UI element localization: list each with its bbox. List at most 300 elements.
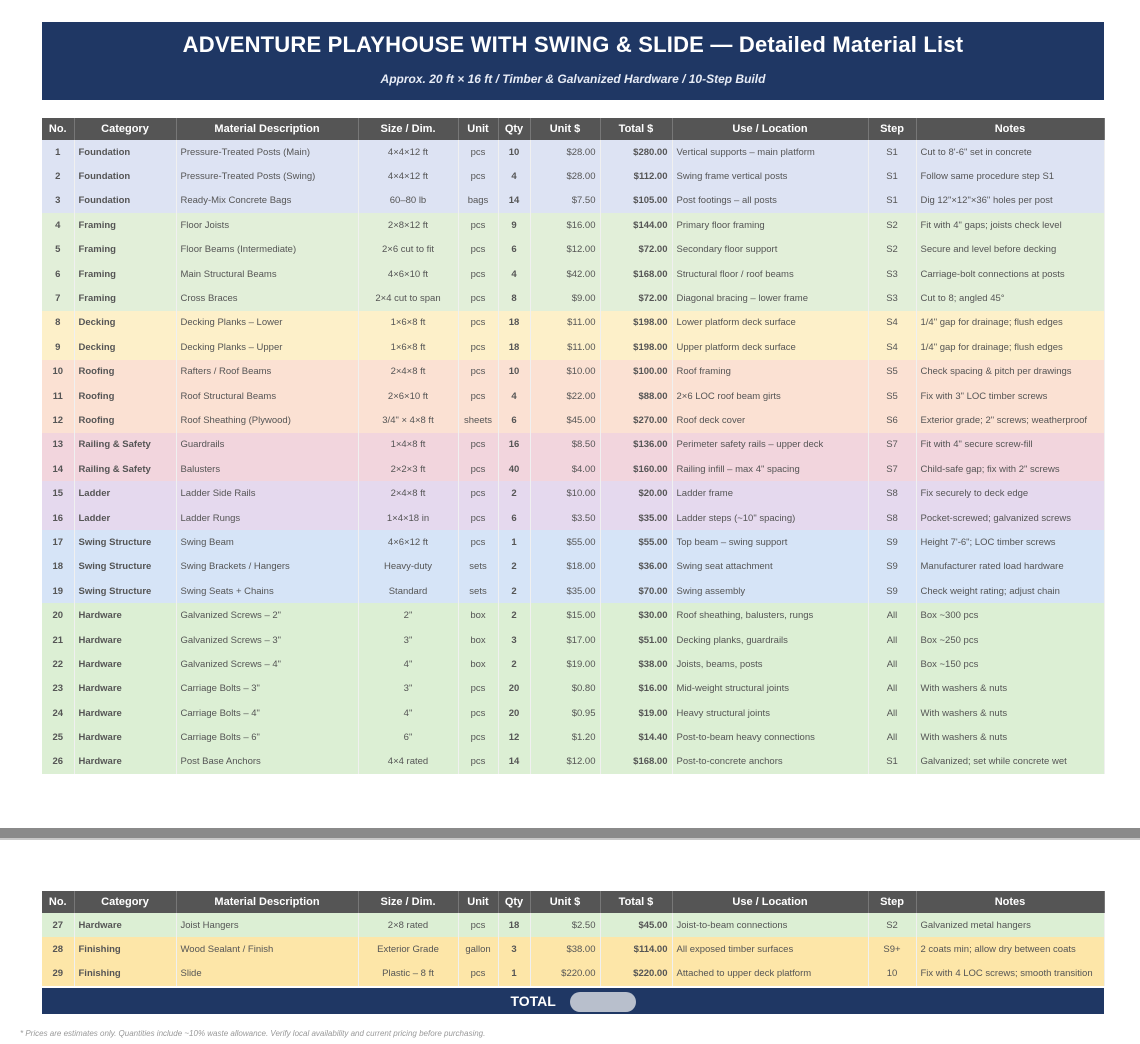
- row-description: Balusters: [176, 457, 358, 481]
- row-use: Decking planks, guardrails: [672, 628, 868, 652]
- row-use: Vertical supports – main platform: [672, 140, 868, 164]
- row-qty: 4: [498, 262, 530, 286]
- row-use: All exposed timber surfaces: [672, 937, 868, 961]
- row-size: 1×4×18 in: [358, 506, 458, 530]
- row-notes: Galvanized metal hangers: [916, 913, 1104, 937]
- row-unit-price: $42.00: [530, 262, 600, 286]
- table-row[interactable]: [42, 189, 1104, 213]
- row-total: $35.00: [600, 506, 672, 530]
- row-step: All: [868, 652, 916, 676]
- row-description: Swing Brackets / Hangers: [176, 555, 358, 579]
- row-use: Attached to upper deck platform: [672, 962, 868, 986]
- row-notes: 2 coats min; allow dry between coats: [916, 937, 1104, 961]
- row-qty: 9: [498, 213, 530, 237]
- row-notes: Check spacing & pitch per drawings: [916, 360, 1104, 384]
- row-unit: pcs: [458, 238, 498, 262]
- col-header-no[interactable]: No.: [42, 891, 74, 913]
- row-category: Foundation: [74, 189, 176, 213]
- row-step: S1: [868, 750, 916, 774]
- row-unit-price: $28.00: [530, 140, 600, 164]
- col-header-size[interactable]: Size / Dim.: [358, 891, 458, 913]
- row-number: 19: [42, 579, 74, 603]
- row-qty: 6: [498, 408, 530, 432]
- table-row[interactable]: [42, 481, 1104, 505]
- col-header-notes[interactable]: Notes: [916, 118, 1104, 140]
- row-description: Pressure-Treated Posts (Main): [176, 140, 358, 164]
- row-category: Ladder: [74, 506, 176, 530]
- row-description: Joist Hangers: [176, 913, 358, 937]
- col-header-unit-price[interactable]: Unit $: [530, 891, 600, 913]
- row-total: $198.00: [600, 311, 672, 335]
- row-category: Hardware: [74, 603, 176, 627]
- row-unit-price: $3.50: [530, 506, 600, 530]
- row-step: S9: [868, 530, 916, 554]
- row-notes: Child-safe gap; fix with 2" screws: [916, 457, 1104, 481]
- row-qty: 3: [498, 937, 530, 961]
- row-description: Wood Sealant / Finish: [176, 937, 358, 961]
- table-row[interactable]: [42, 457, 1104, 481]
- table-row[interactable]: [42, 238, 1104, 262]
- row-step: All: [868, 725, 916, 749]
- row-notes: Box ~150 pcs: [916, 652, 1104, 676]
- row-unit-price: $2.50: [530, 913, 600, 937]
- row-use: Top beam – swing support: [672, 530, 868, 554]
- row-qty: 20: [498, 677, 530, 701]
- row-total: $160.00: [600, 457, 672, 481]
- row-unit-price: $10.00: [530, 360, 600, 384]
- row-number: 29: [42, 962, 74, 986]
- table-row[interactable]: [42, 408, 1104, 432]
- row-unit-price: $45.00: [530, 408, 600, 432]
- row-use: Upper platform deck surface: [672, 335, 868, 359]
- row-qty: 18: [498, 335, 530, 359]
- row-use: Joist-to-beam connections: [672, 913, 868, 937]
- row-number: 2: [42, 164, 74, 188]
- row-step: S9: [868, 555, 916, 579]
- col-header-qty[interactable]: Qty: [498, 891, 530, 913]
- row-qty: 18: [498, 311, 530, 335]
- row-notes: Galvanized; set while concrete wet: [916, 750, 1104, 774]
- col-header-unit[interactable]: Unit: [458, 118, 498, 140]
- row-use: Railing infill – max 4" spacing: [672, 457, 868, 481]
- table-row[interactable]: [42, 262, 1104, 286]
- row-unit: gallon: [458, 937, 498, 961]
- row-description: Pressure-Treated Posts (Swing): [176, 164, 358, 188]
- row-unit: pcs: [458, 311, 498, 335]
- col-header-total[interactable]: Total $: [600, 891, 672, 913]
- row-size: 4×4 rated: [358, 750, 458, 774]
- row-category: Hardware: [74, 725, 176, 749]
- table-row[interactable]: [42, 506, 1104, 530]
- table-row[interactable]: [42, 962, 1104, 986]
- table-row[interactable]: [42, 677, 1104, 701]
- row-number: 21: [42, 628, 74, 652]
- row-qty: 20: [498, 701, 530, 725]
- row-description: Galvanized Screws – 2": [176, 603, 358, 627]
- col-header-category[interactable]: Category: [74, 118, 176, 140]
- row-notes: Manufacturer rated load hardware: [916, 555, 1104, 579]
- row-step: S3: [868, 262, 916, 286]
- table-row[interactable]: [42, 213, 1104, 237]
- row-number: 22: [42, 652, 74, 676]
- row-size: 60–80 lb: [358, 189, 458, 213]
- row-category: Hardware: [74, 652, 176, 676]
- row-description: Decking Planks – Lower: [176, 311, 358, 335]
- col-header-step[interactable]: Step: [868, 118, 916, 140]
- page-break-divider: [0, 828, 1140, 838]
- row-notes: 1/4" gap for drainage; flush edges: [916, 335, 1104, 359]
- table-row[interactable]: [42, 384, 1104, 408]
- col-header-description[interactable]: Material Description: [176, 891, 358, 913]
- row-category: Hardware: [74, 701, 176, 725]
- row-use: Ladder steps (~10" spacing): [672, 506, 868, 530]
- row-qty: 6: [498, 238, 530, 262]
- row-unit: pcs: [458, 286, 498, 310]
- row-notes: Carriage-bolt connections at posts: [916, 262, 1104, 286]
- row-size: 1×4×8 ft: [358, 433, 458, 457]
- row-unit: pcs: [458, 750, 498, 774]
- row-number: 12: [42, 408, 74, 432]
- col-header-description[interactable]: Material Description: [176, 118, 358, 140]
- row-number: 8: [42, 311, 74, 335]
- row-qty: 1: [498, 962, 530, 986]
- row-total: $19.00: [600, 701, 672, 725]
- row-total: $36.00: [600, 555, 672, 579]
- row-qty: 14: [498, 750, 530, 774]
- row-qty: 3: [498, 628, 530, 652]
- row-unit-price: $220.00: [530, 962, 600, 986]
- row-notes: Box ~250 pcs: [916, 628, 1104, 652]
- row-unit: pcs: [458, 962, 498, 986]
- row-category: Framing: [74, 286, 176, 310]
- row-number: 5: [42, 238, 74, 262]
- row-unit: pcs: [458, 913, 498, 937]
- row-description: Galvanized Screws – 4": [176, 652, 358, 676]
- row-unit: sets: [458, 579, 498, 603]
- table-row[interactable]: [42, 530, 1104, 554]
- table-row[interactable]: [42, 913, 1104, 937]
- row-description: Main Structural Beams: [176, 262, 358, 286]
- row-use: Post-to-beam heavy connections: [672, 725, 868, 749]
- row-qty: 4: [498, 164, 530, 188]
- row-step: S2: [868, 913, 916, 937]
- row-size: 2×6 cut to fit: [358, 238, 458, 262]
- row-size: 3": [358, 628, 458, 652]
- row-number: 23: [42, 677, 74, 701]
- row-category: Framing: [74, 213, 176, 237]
- row-description: Floor Beams (Intermediate): [176, 238, 358, 262]
- row-size: 3/4" × 4×8 ft: [358, 408, 458, 432]
- row-number: 14: [42, 457, 74, 481]
- row-total: $45.00: [600, 913, 672, 937]
- row-number: 9: [42, 335, 74, 359]
- row-step: All: [868, 677, 916, 701]
- table-row[interactable]: [42, 579, 1104, 603]
- row-size: 2×8×12 ft: [358, 213, 458, 237]
- row-qty: 14: [498, 189, 530, 213]
- row-unit: pcs: [458, 213, 498, 237]
- row-category: Railing & Safety: [74, 433, 176, 457]
- table-row[interactable]: [42, 701, 1104, 725]
- row-size: Heavy-duty: [358, 555, 458, 579]
- row-notes: Dig 12"×12"×36" holes per post: [916, 189, 1104, 213]
- row-use: Mid-weight structural joints: [672, 677, 868, 701]
- row-use: Lower platform deck surface: [672, 311, 868, 335]
- row-category: Finishing: [74, 937, 176, 961]
- row-step: S7: [868, 457, 916, 481]
- row-description: Guardrails: [176, 433, 358, 457]
- row-qty: 2: [498, 555, 530, 579]
- row-use: Roof framing: [672, 360, 868, 384]
- row-unit-price: $4.00: [530, 457, 600, 481]
- row-notes: Fix securely to deck edge: [916, 481, 1104, 505]
- row-qty: 40: [498, 457, 530, 481]
- row-category: Roofing: [74, 384, 176, 408]
- row-step: All: [868, 603, 916, 627]
- row-step: S3: [868, 286, 916, 310]
- col-header-step[interactable]: Step: [868, 891, 916, 913]
- row-total: $72.00: [600, 238, 672, 262]
- table-row[interactable]: [42, 652, 1104, 676]
- col-header-notes[interactable]: Notes: [916, 891, 1104, 913]
- table-row[interactable]: [42, 286, 1104, 310]
- row-notes: Secure and level before decking: [916, 238, 1104, 262]
- row-unit-price: $12.00: [530, 750, 600, 774]
- row-notes: Box ~300 pcs: [916, 603, 1104, 627]
- row-use: 2×6 LOC roof beam girts: [672, 384, 868, 408]
- table-row[interactable]: [42, 603, 1104, 627]
- row-step: 10: [868, 962, 916, 986]
- row-total: $72.00: [600, 286, 672, 310]
- row-notes: Exterior grade; 2" screws; weatherproof: [916, 408, 1104, 432]
- row-total: $51.00: [600, 628, 672, 652]
- material-table-1: [42, 118, 1104, 774]
- row-notes: With washers & nuts: [916, 677, 1104, 701]
- row-notes: With washers & nuts: [916, 701, 1104, 725]
- row-size: 1×6×8 ft: [358, 335, 458, 359]
- table-row[interactable]: [42, 311, 1104, 335]
- row-category: Decking: [74, 311, 176, 335]
- row-step: S1: [868, 140, 916, 164]
- row-total: $38.00: [600, 652, 672, 676]
- row-size: 3": [358, 677, 458, 701]
- row-notes: Pocket-screwed; galvanized screws: [916, 506, 1104, 530]
- row-use: Joists, beams, posts: [672, 652, 868, 676]
- col-header-unit[interactable]: Unit: [458, 891, 498, 913]
- row-use: Structural floor / roof beams: [672, 262, 868, 286]
- page-title: ADVENTURE PLAYHOUSE WITH SWING & SLIDE — Detailed Material List: [182, 32, 964, 57]
- table-row[interactable]: [42, 140, 1104, 164]
- row-total: $105.00: [600, 189, 672, 213]
- row-category: Swing Structure: [74, 530, 176, 554]
- row-unit: pcs: [458, 725, 498, 749]
- grand-total-bar: [42, 988, 1104, 1014]
- row-step: S8: [868, 506, 916, 530]
- row-notes: Height 7'-6"; LOC timber screws: [916, 530, 1104, 554]
- col-header-no[interactable]: No.: [42, 118, 74, 140]
- row-unit: box: [458, 628, 498, 652]
- row-notes: 1/4" gap for drainage; flush edges: [916, 311, 1104, 335]
- row-size: 2×4×8 ft: [358, 360, 458, 384]
- row-description: Rafters / Roof Beams: [176, 360, 358, 384]
- table-row[interactable]: [42, 164, 1104, 188]
- row-unit-price: $12.00: [530, 238, 600, 262]
- row-qty: 8: [498, 286, 530, 310]
- row-unit-price: $22.00: [530, 384, 600, 408]
- row-unit-price: $55.00: [530, 530, 600, 554]
- row-unit-price: $18.00: [530, 555, 600, 579]
- row-notes: Cut to 8'-6" set in concrete: [916, 140, 1104, 164]
- row-step: S9+: [868, 937, 916, 961]
- row-size: 2": [358, 603, 458, 627]
- table-row[interactable]: [42, 433, 1104, 457]
- row-unit-price: $15.00: [530, 603, 600, 627]
- row-unit-price: $1.20: [530, 725, 600, 749]
- row-description: Swing Seats + Chains: [176, 579, 358, 603]
- row-size: 4": [358, 652, 458, 676]
- table-row[interactable]: [42, 725, 1104, 749]
- row-use: Swing assembly: [672, 579, 868, 603]
- row-description: Cross Braces: [176, 286, 358, 310]
- row-category: Hardware: [74, 750, 176, 774]
- table-row[interactable]: [42, 360, 1104, 384]
- row-use: Secondary floor support: [672, 238, 868, 262]
- row-unit: pcs: [458, 360, 498, 384]
- row-step: S5: [868, 360, 916, 384]
- row-category: Swing Structure: [74, 555, 176, 579]
- row-size: 2×4 cut to span: [358, 286, 458, 310]
- row-step: All: [868, 701, 916, 725]
- row-total: $270.00: [600, 408, 672, 432]
- row-qty: 10: [498, 360, 530, 384]
- row-unit: pcs: [458, 433, 498, 457]
- row-description: Post Base Anchors: [176, 750, 358, 774]
- row-number: 4: [42, 213, 74, 237]
- col-header-qty[interactable]: Qty: [498, 118, 530, 140]
- row-unit: pcs: [458, 701, 498, 725]
- row-description: Decking Planks – Upper: [176, 335, 358, 359]
- row-category: Decking: [74, 335, 176, 359]
- row-category: Hardware: [74, 628, 176, 652]
- row-use: Swing seat attachment: [672, 555, 868, 579]
- row-description: Swing Beam: [176, 530, 358, 554]
- row-category: Roofing: [74, 360, 176, 384]
- col-header-size[interactable]: Size / Dim.: [358, 118, 458, 140]
- row-unit-price: $38.00: [530, 937, 600, 961]
- row-notes: Fix with 4 LOC screws; smooth transition: [916, 962, 1104, 986]
- row-notes: Cut to 8; angled 45°: [916, 286, 1104, 310]
- row-category: Framing: [74, 262, 176, 286]
- row-step: S1: [868, 164, 916, 188]
- row-number: 13: [42, 433, 74, 457]
- row-use: Roof deck cover: [672, 408, 868, 432]
- row-unit: pcs: [458, 335, 498, 359]
- row-category: Roofing: [74, 408, 176, 432]
- table-row[interactable]: [42, 555, 1104, 579]
- row-description: Ladder Rungs: [176, 506, 358, 530]
- row-category: Framing: [74, 238, 176, 262]
- row-size: 1×6×8 ft: [358, 311, 458, 335]
- row-description: Ready-Mix Concrete Bags: [176, 189, 358, 213]
- row-number: 6: [42, 262, 74, 286]
- row-category: Foundation: [74, 164, 176, 188]
- col-header-unit-price[interactable]: Unit $: [530, 118, 600, 140]
- row-size: 4×4×12 ft: [358, 164, 458, 188]
- row-unit: pcs: [458, 140, 498, 164]
- row-qty: 2: [498, 481, 530, 505]
- total-amount-redacted: [570, 992, 636, 1012]
- row-category: Ladder: [74, 481, 176, 505]
- table-row[interactable]: [42, 750, 1104, 774]
- row-total: $16.00: [600, 677, 672, 701]
- row-unit: pcs: [458, 384, 498, 408]
- row-unit: box: [458, 603, 498, 627]
- row-total: $20.00: [600, 481, 672, 505]
- row-total: $168.00: [600, 262, 672, 286]
- row-notes: Fix with 3" LOC timber screws: [916, 384, 1104, 408]
- row-unit: pcs: [458, 457, 498, 481]
- row-size: Exterior Grade: [358, 937, 458, 961]
- row-number: 17: [42, 530, 74, 554]
- table-row[interactable]: [42, 937, 1104, 961]
- table-row[interactable]: [42, 335, 1104, 359]
- row-use: Swing frame vertical posts: [672, 164, 868, 188]
- row-use: Heavy structural joints: [672, 701, 868, 725]
- row-unit-price: $28.00: [530, 164, 600, 188]
- row-total: $280.00: [600, 140, 672, 164]
- col-header-use[interactable]: Use / Location: [672, 891, 868, 913]
- row-category: Swing Structure: [74, 579, 176, 603]
- row-description: Floor Joists: [176, 213, 358, 237]
- row-step: S4: [868, 311, 916, 335]
- row-unit: sheets: [458, 408, 498, 432]
- row-unit-price: $16.00: [530, 213, 600, 237]
- row-description: Galvanized Screws – 3": [176, 628, 358, 652]
- row-unit-price: $11.00: [530, 311, 600, 335]
- table-row[interactable]: [42, 628, 1104, 652]
- row-qty: 2: [498, 603, 530, 627]
- row-total: $114.00: [600, 937, 672, 961]
- row-description: Carriage Bolts – 3": [176, 677, 358, 701]
- row-number: 27: [42, 913, 74, 937]
- row-total: $220.00: [600, 962, 672, 986]
- row-unit-price: $35.00: [530, 579, 600, 603]
- row-size: 2×2×3 ft: [358, 457, 458, 481]
- row-unit-price: $8.50: [530, 433, 600, 457]
- row-size: 2×8 rated: [358, 913, 458, 937]
- row-total: $88.00: [600, 384, 672, 408]
- row-qty: 10: [498, 140, 530, 164]
- row-unit-price: $19.00: [530, 652, 600, 676]
- row-number: 16: [42, 506, 74, 530]
- row-unit: pcs: [458, 530, 498, 554]
- table-header-row: [42, 891, 1104, 913]
- row-unit: pcs: [458, 164, 498, 188]
- row-total: $168.00: [600, 750, 672, 774]
- row-unit: pcs: [458, 506, 498, 530]
- row-use: Primary floor framing: [672, 213, 868, 237]
- row-number: 7: [42, 286, 74, 310]
- col-header-category[interactable]: Category: [74, 891, 176, 913]
- row-notes: Fit with 4" secure screw-fill: [916, 433, 1104, 457]
- row-total: $14.40: [600, 725, 672, 749]
- row-use: Post footings – all posts: [672, 189, 868, 213]
- row-number: 3: [42, 189, 74, 213]
- col-header-use[interactable]: Use / Location: [672, 118, 868, 140]
- row-number: 18: [42, 555, 74, 579]
- col-header-total[interactable]: Total $: [600, 118, 672, 140]
- row-unit-price: $0.95: [530, 701, 600, 725]
